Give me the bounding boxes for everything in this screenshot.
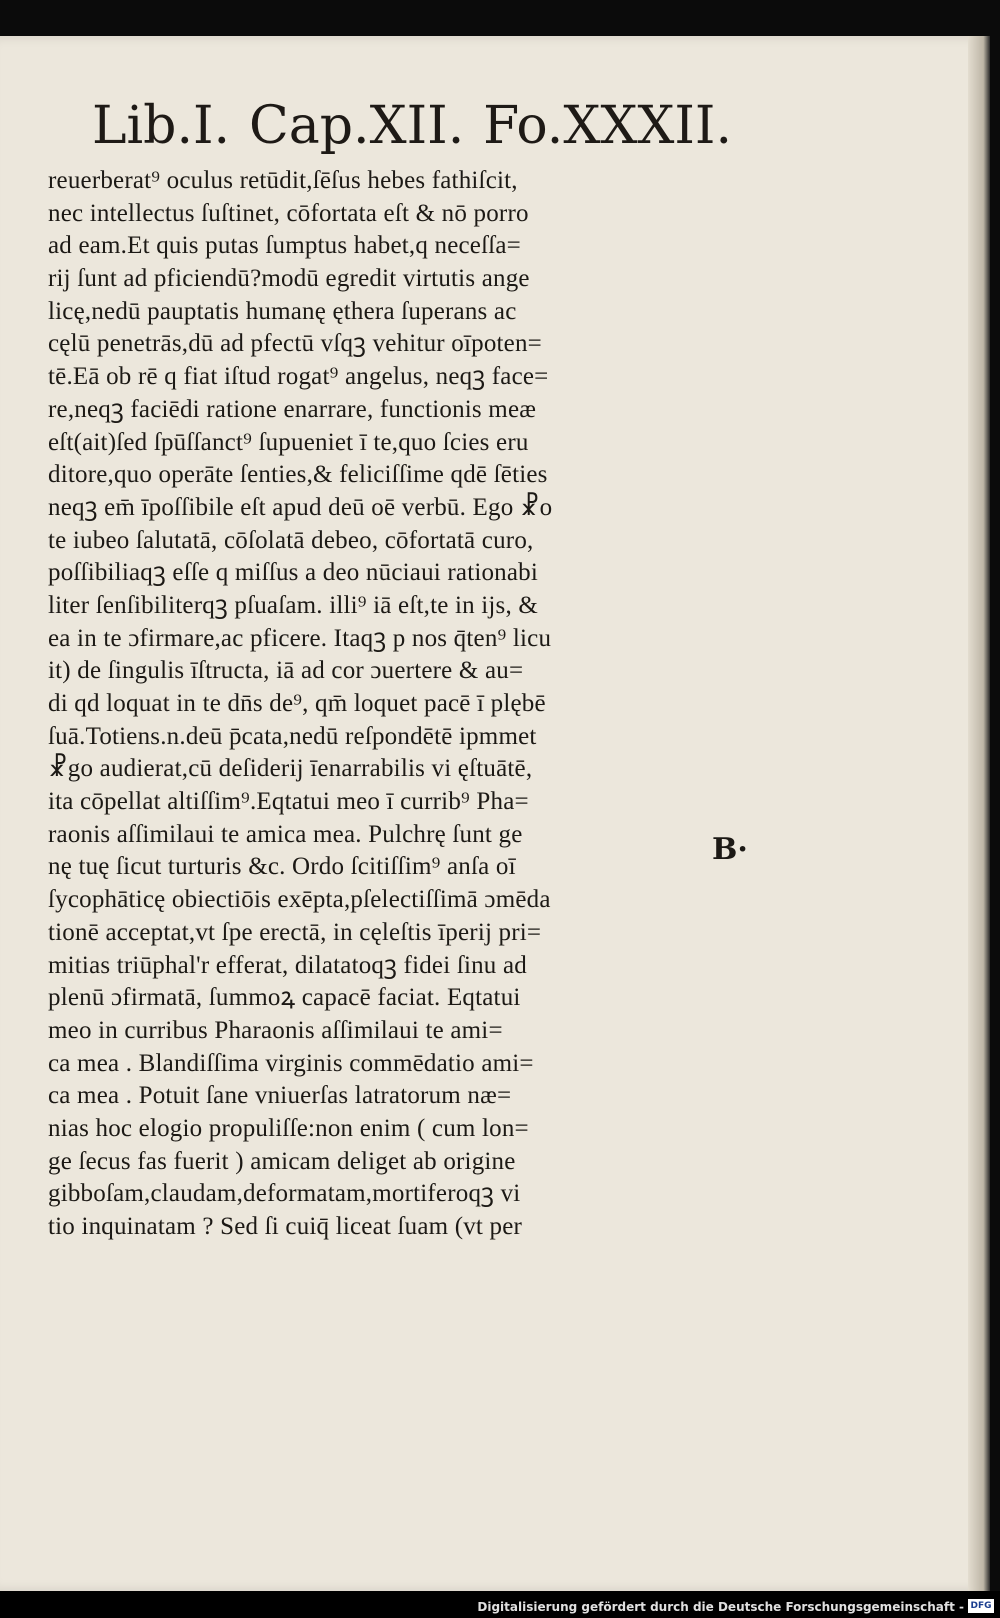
text-line: reuerberat⁹ oculus retūdit,ſēſus hebes fathiſcit, <box>48 167 518 194</box>
folio-number: Fo.XXXII. <box>483 96 732 156</box>
text-line: tē.Eā ob rē q fiat iſtud rogat⁹ angelus, neqꝫ face= <box>48 363 549 391</box>
text-line: ad eam.Et quis putas ſumptus habet,q neceſſa= <box>48 232 521 260</box>
dfg-logo: DFG <box>968 1599 994 1613</box>
running-head <box>92 88 732 156</box>
book-number: Lib.I. <box>92 96 231 156</box>
text-line: ita cōpellat altiſſim⁹.Eqtatui meo ī currib⁹ Pha= <box>48 788 529 816</box>
text-line: tionē acceptat,vt ſpe erectā, in cęleſtis īperij pri= <box>48 918 542 946</box>
text-line: neqꝫ em̄ īpoſſibile eſt apud deū oē verbū. Ego ☧o <box>48 493 553 521</box>
text-line: nec intellectus ſuſtinet, cōfortata eſt & nō porro <box>48 199 529 227</box>
text-line: ca mea . Potuit ſane vniuerſas latratorum næ= <box>48 1082 512 1110</box>
text-line: ditore,quo operāte ſenties,& feliciſſime qdē ſēties <box>48 461 548 489</box>
text-line: plenū ɔfirmatā, ſummoꝝ capacē faciat. Eqtatui <box>48 984 521 1012</box>
body-text <box>48 165 698 1244</box>
text-line: di qd loquat in te dn̄s de⁹, qm̄ loquet pacē ī plębē <box>48 690 546 717</box>
text-line: ca mea . Blandiſſima virginis commēdatio ami= <box>48 1049 534 1077</box>
text-line: it) de ſingulis īſtructa, iā ad cor ɔuertere & au= <box>48 657 524 685</box>
text-line: gibboſam,claudam,deformatam,mortiferoqꝫ vi <box>48 1180 521 1208</box>
text-line: re,neqꝫ faciēdi ratione enarrare, functionis meæ <box>48 395 537 423</box>
page-edge <box>968 36 990 1591</box>
text-line: nę tuę ſicut turturis &c. Ordo ſcitiſſim⁹ anſa oī <box>48 853 516 881</box>
text-line: rij ſunt ad pficiendū?modū egredit virtutis ange <box>48 265 530 293</box>
text-line: liter ſenſibiliterqꝫ pſuaſam. illi⁹ iā eſt,te in ijs, & <box>48 591 539 619</box>
text-line: tio inquinatam ? Sed ſi cuiq̄ liceat ſuam (vt per <box>48 1213 523 1240</box>
text-line: raonis aſſimilaui te amica mea. Pulchrę ſunt ge <box>48 820 523 848</box>
text-line: ſycophāticę obiectiōis exēpta,pſelectiſſimā ɔmēda <box>48 886 551 914</box>
text-line: eſt(ait)ſed ſpūſſanct⁹ ſupueniet ī te,quo ſcies eru <box>48 428 529 456</box>
text-line: cęlū penetrās,dū ad pfectū vſqꝫ vehitur oīpoten= <box>48 330 542 358</box>
text-line: te iubeo ſalutatā, cōſolatā debeo, cōfortatā curo, <box>48 526 534 554</box>
text-line: mitias triūphal'r efferat, dilatatoqꝫ fidei ſinu ad <box>48 951 527 979</box>
text-line: ea in te ɔfirmare,ac pficere. Itaqꝫ p nos q̄ten⁹ licu <box>48 624 552 652</box>
footer-credit: Digitalisierung gefördert durch die Deutsche Forschungsgemeinschaft - <box>477 1600 964 1614</box>
text-line: ☧go audierat,cū deſiderij īenarrabilis vi ęſtuātē, <box>48 755 533 783</box>
text-line: nias hoc elogio propuliſſe:non enim ( cum lon= <box>48 1114 529 1142</box>
text-line: poſſibiliaqꝫ eſſe q miſſus a deo nūciaui rationabi <box>48 559 539 587</box>
text-line: meo in curribus Pharaonis aſſimilaui te ami= <box>48 1016 503 1044</box>
text-line: licę,nedū pauptatis humanę ęthera ſuperans ac <box>48 297 517 325</box>
text-line: ſuā.Totiens.n.deū p̄cata,nedū reſpondētē ipmmet <box>48 722 537 750</box>
chapter-number: Cap.XII. <box>248 96 465 156</box>
marginal-letter: B· <box>712 832 748 867</box>
text-line: ge ſecus fas fuerit ) amicam deliget ab origine <box>48 1147 516 1175</box>
